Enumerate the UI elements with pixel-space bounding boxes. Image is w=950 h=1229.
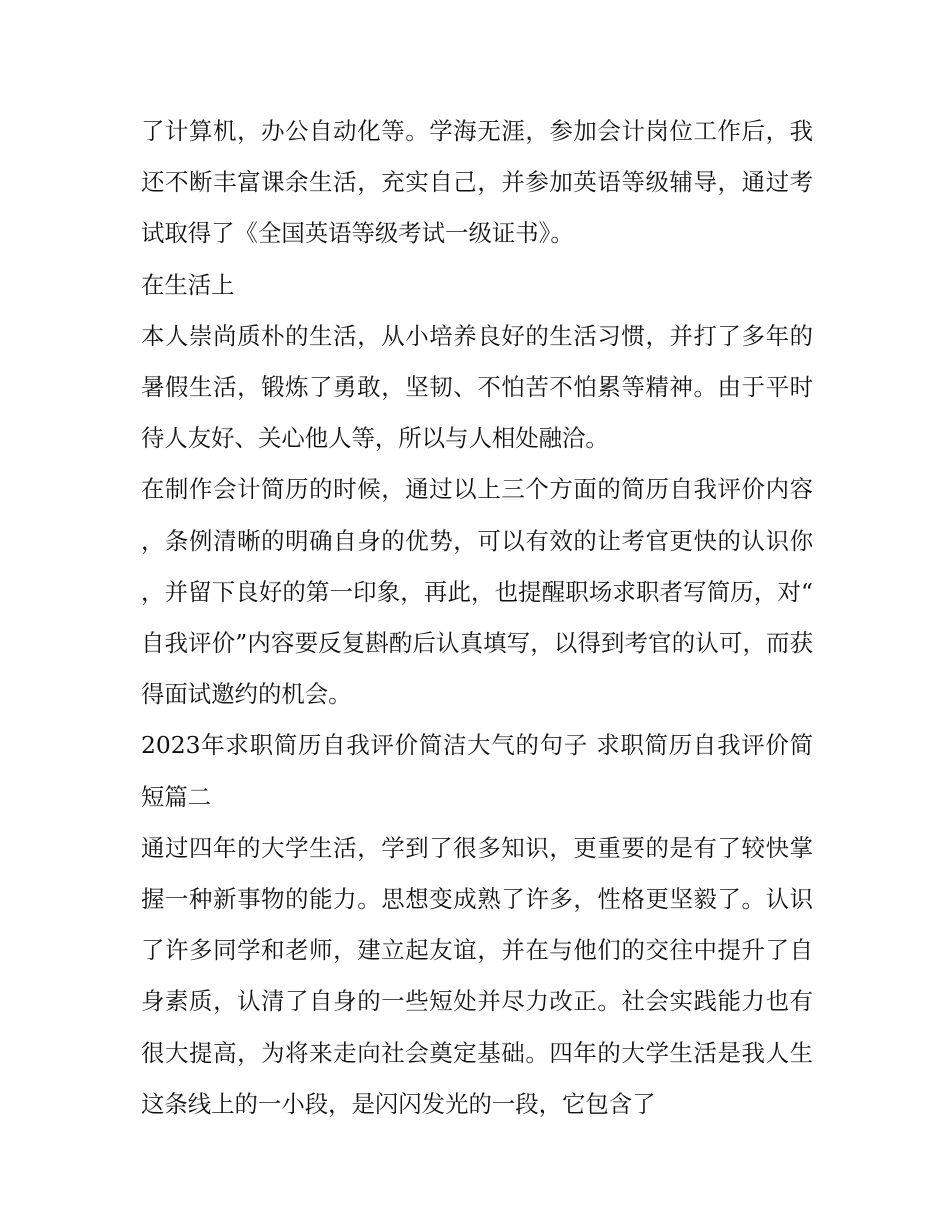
section-heading-life: 在生活上: [141, 270, 235, 299]
paragraph-resume-advice: 在制作会计简历的时候，通过以上三个方面的简历自我评价内容，条例清晰的明确自身的优势，可以有效的让考官更快的认识你，并留下良好的第一印象，再此，也提醒职场求职者写简历，对“自我评价”内容要反复斟酌后认真填写，以得到考官的认可，而获得面试邀约的机会。: [141, 475, 813, 709]
paragraph-life: 本人崇尚质朴的生活，从小培养良好的生活习惯，并打了多年的暑假生活，锻炼了勇敢，坚韧、不怕苦不怕累等精神。由于平时待人友好、关心他人等，所以与人相处融洽。: [141, 321, 813, 453]
paragraph-study-continuation: 了计算机，办公自动化等。学海无涯，参加会计岗位工作后，我还不断丰富课余生活，充实自己，并参加英语等级辅导，通过考试取得了《全国英语等级考试一级证书》。: [141, 117, 813, 248]
paragraph-university-life: 通过四年的大学生活，学到了很多知识，更重要的是有了较快掌握一种新事物的能力。思想变成熟了许多，性格更坚毅了。认识了许多同学和老师，建立起友谊，并在与他们的交往中提升了自身素质，认清了自身的一些短处并尽力改正。社会实践能力也有很大提高，为将来走向社会奠定基础。四年的大学生活是我人生这条线上的一小段，是闪闪发光的一段，它包含了: [141, 833, 813, 1118]
document-body: [141, 106, 813, 1130]
article-title-part-two: 2023年求职简历自我评价简洁大气的句子 求职简历自我评价简短篇二: [141, 731, 813, 811]
